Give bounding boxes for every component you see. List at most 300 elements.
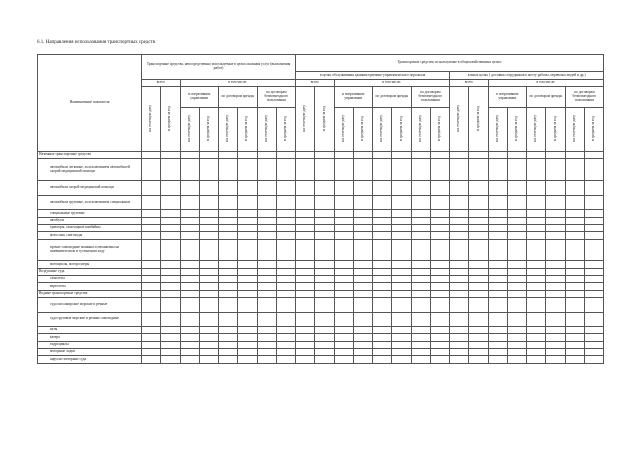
value-cell: [450, 312, 469, 327]
value-cell: [488, 356, 507, 363]
value-cell: [296, 261, 315, 268]
value-cell: [392, 232, 411, 239]
value-cell: [161, 224, 180, 231]
value-cell: [199, 195, 218, 210]
value-cell: [142, 210, 161, 217]
value-cell: [373, 261, 392, 268]
value-cell: [238, 232, 257, 239]
direct-lease-header: по договорам аренды: [219, 87, 258, 108]
value-cell: [430, 283, 449, 290]
value-cell: [411, 239, 430, 261]
value-cell: [161, 341, 180, 348]
value-cell: [353, 239, 372, 261]
value-cell: [257, 217, 276, 224]
row-label: специальные грузовые: [38, 210, 142, 217]
value-cell: [296, 224, 315, 231]
value-cell: [527, 159, 546, 181]
table-row: [38, 290, 604, 297]
value-cell: [488, 297, 507, 312]
value-cell: [142, 159, 161, 181]
value-cell: [392, 268, 411, 275]
value-cell: [219, 290, 238, 297]
col-reporting-date: на отчетную дату: [411, 108, 430, 152]
value-cell: [411, 297, 430, 312]
value-cell: [296, 290, 315, 297]
value-cell: [546, 210, 565, 217]
value-cell: [584, 283, 603, 290]
value-cell: [450, 181, 469, 196]
value-cell: [257, 356, 276, 363]
value-cell: [199, 232, 218, 239]
value-cell: [315, 224, 334, 231]
value-cell: [199, 239, 218, 261]
value-cell: [353, 276, 372, 283]
col-reporting-date: на отчетную дату: [142, 87, 161, 152]
value-cell: [199, 334, 218, 341]
value-cell: [334, 356, 353, 363]
value-cell: [527, 232, 546, 239]
value-cell: [199, 181, 218, 196]
col-year-average: в среднем за год: [276, 108, 295, 152]
value-cell: [527, 276, 546, 283]
value-cell: [199, 261, 218, 268]
table-row: [38, 334, 604, 341]
col-year-average: в среднем за год: [353, 108, 372, 152]
value-cell: [430, 195, 449, 210]
value-cell: [334, 268, 353, 275]
value-cell: [392, 356, 411, 363]
value-cell: [238, 327, 257, 334]
value-cell: [507, 195, 526, 210]
value-cell: [296, 268, 315, 275]
value-cell: [161, 239, 180, 261]
col-reporting-date: на отчетную дату: [334, 108, 353, 152]
value-cell: [527, 210, 546, 217]
value-cell: [180, 327, 199, 334]
value-cell: [296, 356, 315, 363]
value-cell: [392, 276, 411, 283]
value-cell: [180, 283, 199, 290]
value-cell: [238, 239, 257, 261]
value-cell: [411, 210, 430, 217]
value-cell: [565, 210, 584, 217]
value-cell: [450, 159, 469, 181]
row-label: автомобили легковые, за исключением автомобилей скорой медицинской помощи: [38, 159, 142, 181]
value-cell: [334, 327, 353, 334]
value-cell: [334, 341, 353, 348]
value-cell: [527, 283, 546, 290]
value-cell: [584, 224, 603, 231]
value-cell: [488, 224, 507, 231]
col-year-average: в среднем за год: [199, 108, 218, 152]
value-cell: [565, 312, 584, 327]
value-cell: [488, 312, 507, 327]
value-cell: [180, 195, 199, 210]
value-cell: [334, 290, 353, 297]
value-cell: [373, 327, 392, 334]
value-cell: [584, 334, 603, 341]
value-cell: [411, 276, 430, 283]
value-cell: [315, 297, 334, 312]
value-cell: [450, 217, 469, 224]
value-cell: [488, 239, 507, 261]
value-cell: [257, 334, 276, 341]
value-cell: [450, 195, 469, 210]
value-cell: [411, 283, 430, 290]
value-cell: [276, 195, 295, 210]
col-reporting-date: на отчетную дату: [296, 87, 315, 152]
value-cell: [584, 297, 603, 312]
value-cell: [142, 349, 161, 356]
value-cell: [411, 327, 430, 334]
table-row: [38, 210, 604, 217]
value-cell: [199, 356, 218, 363]
value-cell: [238, 276, 257, 283]
value-cell: [161, 276, 180, 283]
table-row: [38, 159, 604, 181]
value-cell: [296, 195, 315, 210]
row-label: парусно-моторные суда: [38, 356, 142, 363]
value-cell: [527, 334, 546, 341]
table-row: [38, 341, 604, 348]
value-cell: [161, 232, 180, 239]
value-cell: [373, 159, 392, 181]
value-cell: [238, 217, 257, 224]
value-cell: [199, 152, 218, 159]
value-cell: [180, 152, 199, 159]
value-cell: [161, 217, 180, 224]
value-cell: [142, 327, 161, 334]
row-label: Наземные транспортные средства: [38, 152, 142, 159]
value-cell: [276, 327, 295, 334]
value-cell: [296, 327, 315, 334]
value-cell: [296, 276, 315, 283]
value-cell: [373, 312, 392, 327]
value-cell: [565, 224, 584, 231]
value-cell: [527, 341, 546, 348]
value-cell: [142, 195, 161, 210]
value-cell: [430, 224, 449, 231]
value-cell: [161, 312, 180, 327]
value-cell: [257, 224, 276, 231]
value-cell: [315, 217, 334, 224]
value-cell: [507, 334, 526, 341]
value-cell: [353, 195, 372, 210]
value-cell: [219, 239, 238, 261]
value-cell: [142, 181, 161, 196]
table-row: [38, 239, 604, 261]
value-cell: [565, 276, 584, 283]
value-cell: [276, 341, 295, 348]
value-cell: [565, 261, 584, 268]
value-cell: [373, 290, 392, 297]
value-cell: [219, 181, 238, 196]
value-cell: [219, 268, 238, 275]
value-cell: [392, 195, 411, 210]
value-cell: [353, 312, 372, 327]
value-cell: [469, 349, 488, 356]
value-cell: [430, 210, 449, 217]
value-cell: [450, 232, 469, 239]
value-cell: [257, 152, 276, 159]
value-cell: [527, 152, 546, 159]
other-lease-header: по договорам аренды: [527, 87, 566, 108]
value-cell: [315, 276, 334, 283]
value-cell: [219, 224, 238, 231]
value-cell: [296, 181, 315, 196]
value-cell: [507, 268, 526, 275]
value-cell: [315, 261, 334, 268]
value-cell: [450, 210, 469, 217]
value-cell: [507, 181, 526, 196]
value-cell: [430, 159, 449, 181]
value-cell: [565, 334, 584, 341]
value-cell: [450, 152, 469, 159]
value-cell: [546, 159, 565, 181]
value-cell: [180, 159, 199, 181]
admin-operational-header: в оперативном управлении: [334, 87, 373, 108]
value-cell: [488, 276, 507, 283]
value-cell: [469, 341, 488, 348]
value-cell: [527, 290, 546, 297]
value-cell: [257, 181, 276, 196]
value-cell: [430, 217, 449, 224]
row-label: моторные лодки: [38, 349, 142, 356]
value-cell: [392, 297, 411, 312]
value-cell: [527, 327, 546, 334]
value-cell: [315, 159, 334, 181]
value-cell: [315, 349, 334, 356]
value-cell: [584, 261, 603, 268]
value-cell: [315, 210, 334, 217]
value-cell: [469, 210, 488, 217]
value-cell: [373, 341, 392, 348]
value-cell: [450, 239, 469, 261]
value-cell: [199, 312, 218, 327]
value-cell: [199, 224, 218, 231]
value-cell: [353, 152, 372, 159]
value-cell: [353, 341, 372, 348]
value-cell: [180, 312, 199, 327]
value-cell: [546, 261, 565, 268]
value-cell: [315, 283, 334, 290]
direct-use-header: Транспортные средства, непосредственно используемые в целях оказания услуг (выполнения работ): [142, 55, 296, 80]
value-cell: [392, 341, 411, 348]
value-cell: [392, 217, 411, 224]
value-cell: [507, 341, 526, 348]
value-cell: [334, 349, 353, 356]
value-cell: [488, 327, 507, 334]
value-cell: [238, 283, 257, 290]
value-cell: [276, 283, 295, 290]
row-label: Воздушные суда: [38, 268, 142, 275]
value-cell: [488, 341, 507, 348]
value-cell: [527, 239, 546, 261]
value-cell: [353, 224, 372, 231]
value-cell: [315, 341, 334, 348]
indicator-header: Наименование показателя: [38, 55, 142, 152]
value-cell: [373, 268, 392, 275]
value-cell: [488, 261, 507, 268]
value-cell: [584, 159, 603, 181]
value-cell: [373, 232, 392, 239]
value-cell: [469, 276, 488, 283]
other-including-header: в том числе:: [488, 80, 604, 87]
value-cell: [469, 283, 488, 290]
value-cell: [199, 268, 218, 275]
value-cell: [296, 210, 315, 217]
col-reporting-date: на отчетную дату: [373, 108, 392, 152]
value-cell: [373, 181, 392, 196]
value-cell: [276, 159, 295, 181]
value-cell: [488, 268, 507, 275]
value-cell: [565, 341, 584, 348]
value-cell: [180, 268, 199, 275]
value-cell: [411, 334, 430, 341]
value-cell: [584, 232, 603, 239]
value-cell: [180, 341, 199, 348]
value-cell: [450, 341, 469, 348]
value-cell: [469, 159, 488, 181]
value-cell: [353, 283, 372, 290]
value-cell: [238, 152, 257, 159]
row-label: прочие самоходные машины и механизмы на пневматическом и гусеничном ходу: [38, 239, 142, 261]
value-cell: [507, 356, 526, 363]
value-cell: [219, 152, 238, 159]
value-cell: [527, 312, 546, 327]
value-cell: [276, 297, 295, 312]
value-cell: [334, 159, 353, 181]
value-cell: [565, 297, 584, 312]
value-cell: [142, 283, 161, 290]
value-cell: [296, 349, 315, 356]
value-cell: [180, 261, 199, 268]
col-year-average: в среднем за год: [430, 108, 449, 152]
col-reporting-date: на отчетную дату: [527, 108, 546, 152]
value-cell: [430, 334, 449, 341]
value-cell: [469, 224, 488, 231]
value-cell: [488, 210, 507, 217]
value-cell: [353, 261, 372, 268]
value-cell: [373, 283, 392, 290]
value-cell: [180, 356, 199, 363]
value-cell: [161, 195, 180, 210]
value-cell: [546, 312, 565, 327]
table-row: [38, 268, 604, 275]
value-cell: [411, 290, 430, 297]
value-cell: [392, 261, 411, 268]
value-cell: [296, 283, 315, 290]
value-cell: [238, 224, 257, 231]
value-cell: [450, 356, 469, 363]
value-cell: [219, 210, 238, 217]
value-cell: [373, 349, 392, 356]
value-cell: [411, 217, 430, 224]
value-cell: [546, 239, 565, 261]
row-label: вертолеты: [38, 283, 142, 290]
value-cell: [584, 327, 603, 334]
row-label: самолеты: [38, 276, 142, 283]
value-cell: [296, 217, 315, 224]
value-cell: [238, 195, 257, 210]
value-cell: [373, 224, 392, 231]
value-cell: [565, 195, 584, 210]
value-cell: [411, 159, 430, 181]
value-cell: [142, 261, 161, 268]
value-cell: [584, 195, 603, 210]
other-total-header: всего: [450, 80, 489, 87]
col-year-average: в среднем за год: [546, 108, 565, 152]
row-label: яхты: [38, 327, 142, 334]
value-cell: [219, 327, 238, 334]
value-cell: [584, 290, 603, 297]
value-cell: [315, 356, 334, 363]
value-cell: [296, 152, 315, 159]
direct-free-use-header: по договорам безвозмездного пользования: [257, 87, 296, 108]
value-cell: [276, 217, 295, 224]
value-cell: [276, 210, 295, 217]
value-cell: [238, 181, 257, 196]
value-cell: [334, 232, 353, 239]
value-cell: [546, 217, 565, 224]
value-cell: [142, 334, 161, 341]
value-cell: [180, 290, 199, 297]
value-cell: [219, 334, 238, 341]
value-cell: [430, 239, 449, 261]
value-cell: [276, 312, 295, 327]
value-cell: [238, 356, 257, 363]
value-cell: [450, 276, 469, 283]
value-cell: [161, 152, 180, 159]
value-cell: [238, 312, 257, 327]
value-cell: [142, 312, 161, 327]
value-cell: [392, 349, 411, 356]
direct-including-header: в том числе:: [180, 80, 296, 87]
admin-total-header: всего: [296, 80, 335, 87]
value-cell: [315, 232, 334, 239]
value-cell: [469, 268, 488, 275]
other-operational-header: в оперативном управлении: [488, 87, 527, 108]
value-cell: [584, 349, 603, 356]
value-cell: [257, 268, 276, 275]
value-cell: [334, 224, 353, 231]
value-cell: [334, 217, 353, 224]
value-cell: [565, 152, 584, 159]
value-cell: [353, 290, 372, 297]
row-label: гидроциклы: [38, 341, 142, 348]
table-body: [38, 152, 604, 364]
value-cell: [450, 349, 469, 356]
value-cell: [430, 268, 449, 275]
value-cell: [315, 312, 334, 327]
value-cell: [219, 159, 238, 181]
value-cell: [546, 195, 565, 210]
value-cell: [450, 224, 469, 231]
row-label: тракторы, самоходные комбайны: [38, 224, 142, 231]
direct-operational-header: в оперативном управлении: [180, 87, 219, 108]
row-label: суда пассажирские морские и речные: [38, 297, 142, 312]
value-cell: [276, 224, 295, 231]
value-cell: [392, 152, 411, 159]
table-row: [38, 181, 604, 196]
value-cell: [199, 283, 218, 290]
table-row: [38, 297, 604, 312]
value-cell: [546, 290, 565, 297]
value-cell: [334, 312, 353, 327]
value-cell: [411, 261, 430, 268]
value-cell: [373, 217, 392, 224]
value-cell: [334, 334, 353, 341]
